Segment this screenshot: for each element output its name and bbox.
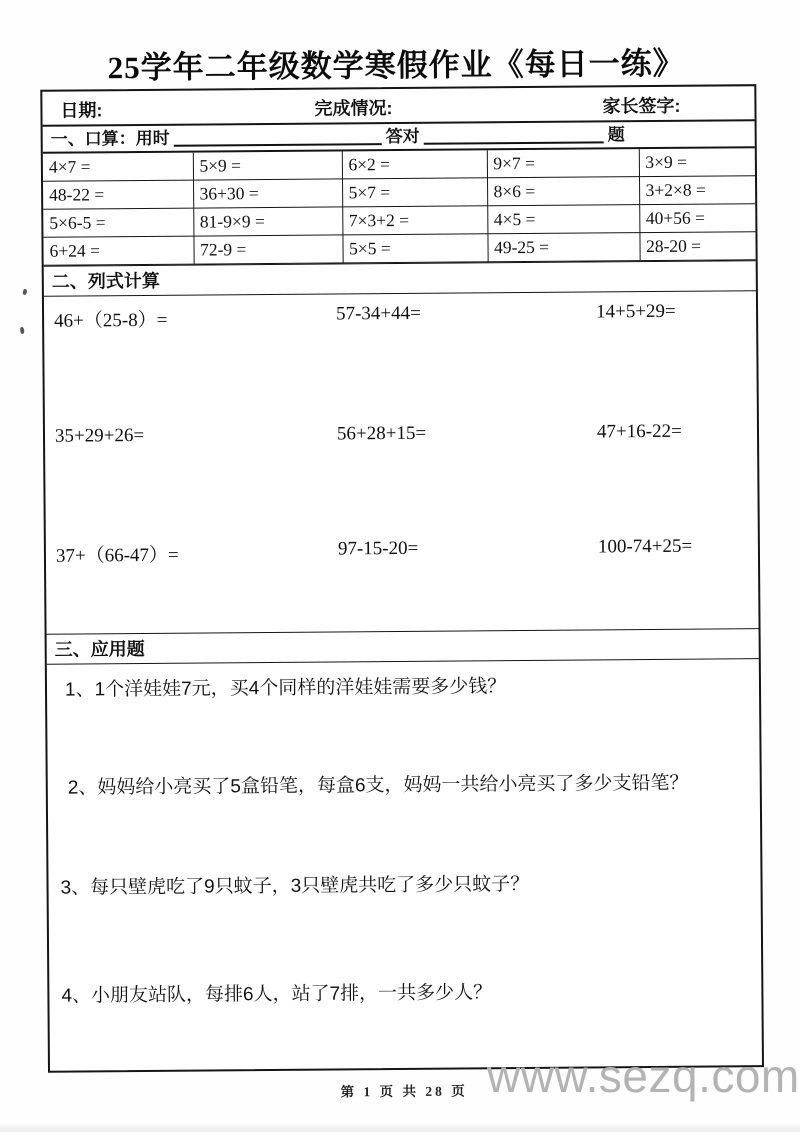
date-label: 日期: — [60, 100, 103, 121]
written-problem: 47+16-22= — [596, 420, 682, 443]
answered-blank-line — [424, 127, 604, 144]
oral-problem: 36+30 = — [193, 179, 342, 208]
written-problems — [44, 291, 759, 634]
oral-problem: 5×9 = — [193, 151, 342, 180]
oral-problem: 8×6 = — [487, 177, 639, 206]
oral-problem: 40+56 = — [639, 204, 755, 233]
oral-problem: 81-9×9 = — [193, 207, 342, 236]
oral-problem: 5×5 = — [342, 234, 487, 263]
scan-speck — [20, 327, 25, 335]
oral-section-heading — [43, 121, 755, 154]
written-row — [46, 526, 759, 634]
word-problems — [47, 659, 762, 1071]
watermark: www.sezq.com — [487, 1050, 800, 1102]
answered-label: 答对 — [385, 126, 420, 147]
word-problem: 4、小朋友站队，每排6人，站了7排，一共多少人？ — [61, 982, 493, 1007]
oral-problem: 5×7 = — [342, 178, 487, 207]
questions-unit-label: 题 — [607, 125, 625, 145]
oral-problem: 4×7 = — [43, 153, 193, 182]
written-problem: 37+（66-47）= — [55, 544, 179, 567]
page-number: 第 1 页 共 28 页 — [340, 1083, 468, 1100]
page-title: 25学年二年级数学寒假作业《每日一练》 — [107, 45, 685, 86]
oral-problem: 5×6-5 = — [43, 208, 193, 237]
written-problem: 14+5+29= — [595, 300, 676, 323]
oral-problem: 3+2×8 = — [639, 176, 755, 205]
oral-heading-prefix: 一、口算：用时 — [50, 128, 170, 149]
oral-problem: 4×5 = — [487, 205, 639, 234]
info-row — [42, 86, 754, 127]
oral-problem: 28-20 = — [639, 232, 755, 261]
oral-problem: 7×3+2 = — [342, 206, 487, 235]
oral-problems-table — [43, 148, 756, 266]
written-problem: 97-15-20= — [337, 537, 419, 560]
word-problem: 2、妈妈给小亮买了5盒铅笔，每盒6支，妈妈一共给小亮买了多少支铅笔？ — [67, 772, 689, 799]
worksheet-sheet — [40, 84, 764, 1073]
oral-problem: 6×2 = — [342, 150, 487, 179]
time-blank-line — [174, 129, 382, 147]
word-problem: 3、每只壁虎吃了9只蚊子，3只壁虎共吃了多少只蚊子？ — [60, 873, 530, 899]
written-row — [45, 411, 758, 532]
oral-problem: 72-9 = — [193, 235, 342, 264]
scan-speck — [22, 289, 27, 296]
written-problem: 35+29+26= — [54, 425, 145, 447]
oral-problem: 49-25 = — [487, 233, 639, 262]
written-problem: 46+（25-8）= — [54, 309, 168, 332]
written-section-heading: 二、列式计算 — [44, 260, 756, 297]
signature-label: 家长签字: — [602, 95, 681, 117]
word-problem: 1、1个洋娃娃7元，买4个同样的洋娃娃需要多少钱？ — [64, 676, 507, 701]
oral-problem: 9×7 = — [487, 149, 639, 178]
written-problem: 57-34+44= — [335, 302, 421, 325]
word-problems-heading: 三、应用题 — [47, 628, 759, 665]
completion-label: 完成情况: — [314, 98, 393, 119]
written-problem: 56+28+15= — [336, 422, 427, 445]
oral-problem: 3×9 = — [639, 148, 755, 176]
oral-problem: 48-22 = — [43, 180, 193, 209]
written-problem: 100-74+25= — [597, 535, 693, 558]
written-row — [44, 291, 757, 417]
oral-problem: 6+24 = — [43, 236, 193, 265]
